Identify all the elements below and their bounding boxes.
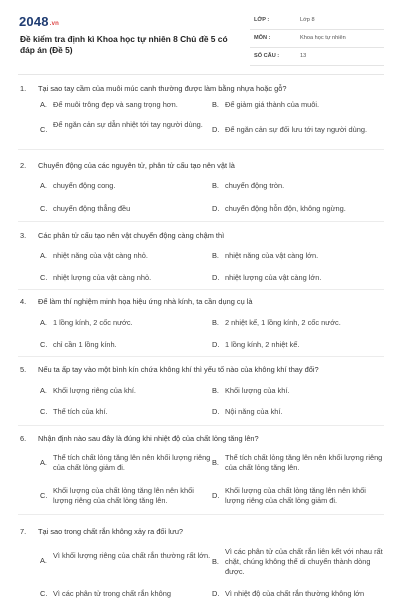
question-5 (18, 365, 384, 416)
header-divider (18, 74, 384, 75)
option-label: C. (40, 407, 48, 416)
option-label: C. (40, 340, 48, 349)
option-text: Vì các phân tử của chất rắn liên kết với nhau rất chặt, chúng không thể di chuyển thành dòng được. (225, 547, 383, 576)
option-label: C. (40, 204, 48, 213)
option-label: D. (212, 491, 220, 500)
option-label: A. (40, 318, 47, 327)
question-text: Tại sao trong chất rắn không xảy ra đối lưu? (38, 527, 184, 536)
option-text: chỉ cần 1 lồng kính. (53, 340, 117, 349)
option-label: A. (40, 556, 47, 565)
option-text: Thể tích chất lỏng tăng lên nên khối lượng riêng của chất lỏng giảm đi. (53, 453, 211, 472)
option-label: A. (40, 458, 47, 467)
document-meta (250, 12, 384, 66)
option-label: B. (212, 557, 219, 566)
option-text: Để muôi trông đẹp và sang trọng hơn. (53, 100, 178, 109)
question-text: Tại sao tay cầm của muôi múc canh thường được làm bằng nhựa hoặc gỗ? (38, 84, 287, 93)
option-label: C. (40, 273, 48, 282)
question-number: 2. (20, 161, 27, 170)
option-text: Để ngăn cản sự dẫn nhiệt tới tay người dùng. (53, 120, 203, 129)
option-label: A. (40, 100, 47, 109)
question-6 (18, 434, 384, 505)
option-text: Khối lượng của chất lỏng tăng lên nên khối lượng riêng của chất lỏng tăng lên. (53, 486, 194, 505)
document-header (18, 12, 384, 70)
option-text: Thể tích chất lỏng tăng lên nên khối lượng riêng của chất lỏng tăng lên. (225, 453, 383, 472)
option-label: D. (212, 204, 220, 213)
question-text: Chuyển động của các nguyên tử, phân tử cấu tạo nên vật là (38, 161, 235, 170)
option-label: D. (212, 273, 220, 282)
option-text: chuyển động tròn. (225, 181, 285, 190)
option-label: A. (40, 181, 47, 190)
option-text: Vì nhiệt độ của chất rắn thường không lớn (225, 589, 365, 598)
option-label: B. (212, 458, 219, 467)
option-text: chuyển động cong. (53, 181, 116, 190)
question-divider (18, 425, 384, 426)
question-1 (18, 84, 384, 134)
option-label: C. (40, 491, 48, 500)
question-divider (18, 356, 384, 357)
option-text: chuyển động hỗn độn, không ngừng. (225, 204, 346, 213)
question-text: Các phân tử cấu tạo nên vật chuyển động càng chậm thì (38, 231, 225, 240)
question-divider (18, 289, 384, 290)
question-text: Nếu ta ấp tay vào một bình kín chứa không khí thì yếu tố nào của không khí thay đổi? (38, 365, 319, 374)
option-text: Thể tích của khí. (53, 407, 108, 416)
option-text: Vì các phân tử trong chất rắn không (53, 589, 171, 598)
site-logo[interactable] (19, 14, 59, 29)
option-text: nhiệt năng của vật càng nhỏ. (53, 251, 148, 260)
logo-text: 2048 (19, 14, 49, 29)
option-label: D. (212, 340, 220, 349)
option-text: Để ngăn cản sự đối lưu tới tay người dùng. (225, 125, 368, 134)
question-number: 4. (20, 297, 27, 306)
question-number: 1. (20, 84, 27, 93)
question-divider (18, 221, 384, 222)
option-label: A. (40, 386, 47, 395)
option-text: Nội năng của khí. (225, 407, 283, 416)
option-text: Khối lượng riêng của khí. (53, 386, 136, 395)
option-label: C. (40, 125, 48, 134)
question-number: 5. (20, 365, 27, 374)
option-text: Khối lượng của khí. (225, 386, 290, 395)
option-text: Vì khối lượng riêng của chất rắn thường rất lớn. (53, 551, 211, 560)
meta-subject: MÔN : Khoa học tự nhiên (250, 30, 384, 48)
question-4 (18, 297, 384, 349)
question-7 (18, 527, 384, 598)
option-text: nhiệt lượng của vật càng lớn. (225, 273, 322, 282)
document-title: Đề kiểm tra định kì Khoa học tự nhiên 8 Chủ đề 5 có đáp án (Đề 5) (20, 34, 228, 55)
meta-question-count: SỐ CÂU : 13 (250, 48, 384, 66)
option-label: B. (212, 318, 219, 327)
option-text: 2 nhiệt kế, 1 lồng kính, 2 cốc nước. (225, 318, 341, 327)
option-label: D. (212, 589, 220, 598)
option-text: nhiệt năng của vật càng lớn. (225, 251, 319, 260)
option-text: Khối lượng của chất lỏng tăng lên nên khối lượng riêng của chất lỏng giảm đi. (225, 486, 366, 505)
question-number: 6. (20, 434, 27, 443)
question-text: Nhận định nào sau đây là đúng khi nhiệt độ của chất lỏng tăng lên? (38, 434, 259, 443)
option-label: C. (40, 589, 48, 598)
option-label: D. (212, 125, 220, 134)
question-divider (18, 149, 384, 150)
option-label: B. (212, 251, 219, 260)
option-label: A. (40, 251, 47, 260)
option-text: Để giảm giá thành của muôi. (225, 100, 320, 109)
question-2 (18, 161, 384, 213)
question-3 (18, 231, 384, 282)
question-number: 3. (20, 231, 27, 240)
option-label: B. (212, 386, 219, 395)
option-label: B. (212, 181, 219, 190)
logo-text: .vn (49, 21, 60, 27)
option-label: B. (212, 100, 219, 109)
question-text: Để làm thí nghiệm minh họa hiệu ứng nhà kính, ta cần dụng cụ là (38, 297, 253, 306)
question-number: 7. (20, 527, 27, 536)
option-text: nhiệt lượng của vật càng nhỏ. (53, 273, 152, 282)
option-text: chuyển động thẳng đều (53, 204, 131, 213)
question-divider (18, 514, 384, 515)
option-text: 1 lồng kính, 2 nhiệt kế. (225, 340, 300, 349)
option-label: D. (212, 407, 220, 416)
meta-grade: LỚP : Lớp 8 (250, 12, 384, 30)
option-text: 1 lồng kính, 2 cốc nước. (53, 318, 133, 327)
